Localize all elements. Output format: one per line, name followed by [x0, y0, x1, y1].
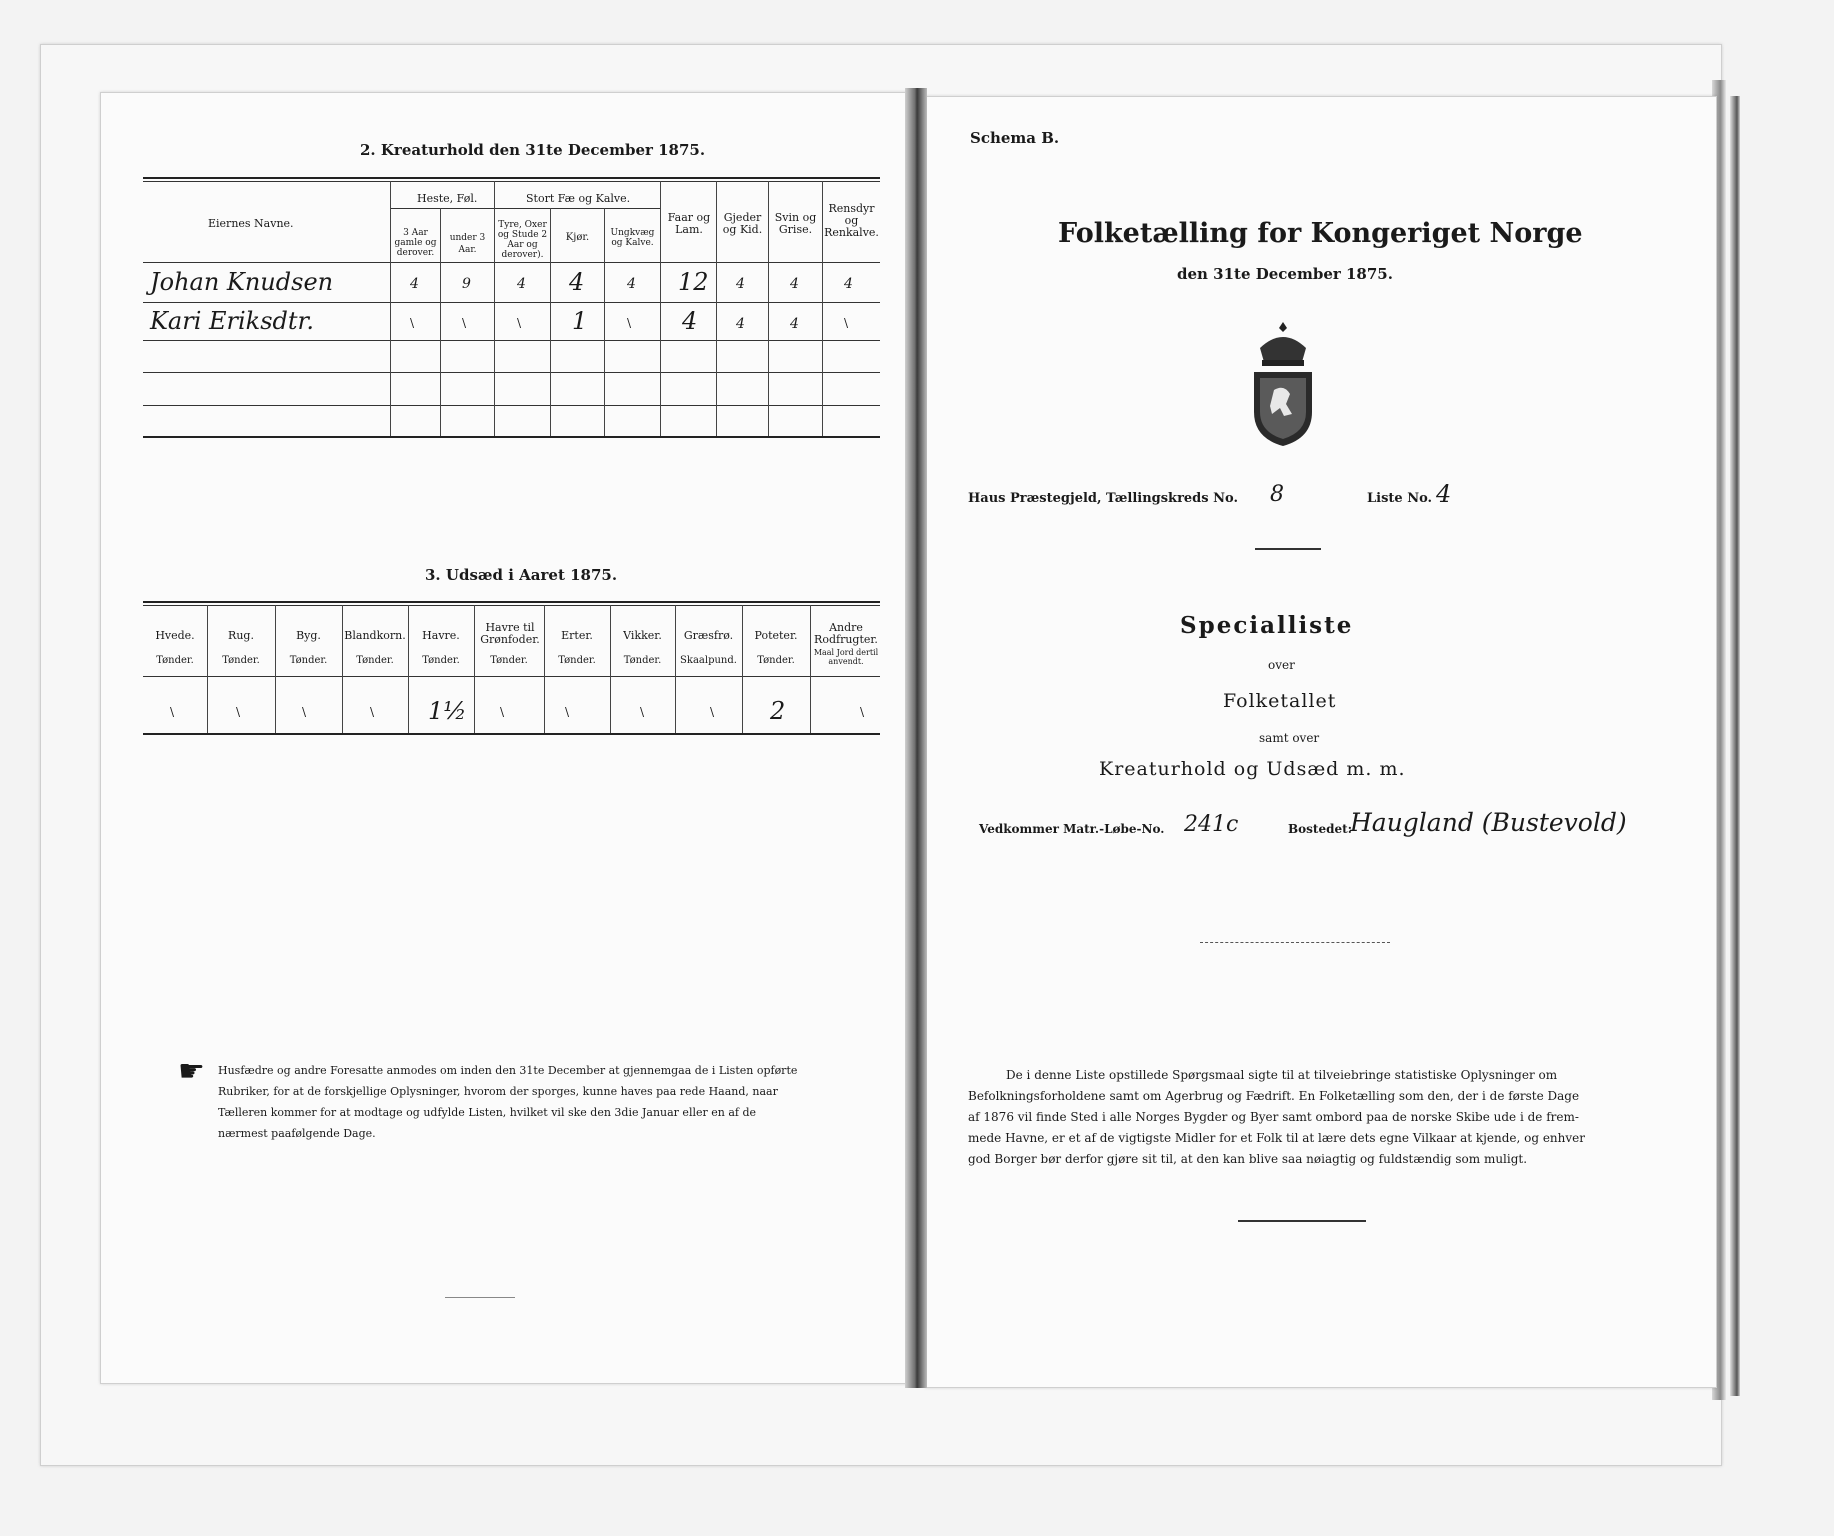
- liste-label: Liste No.: [1367, 491, 1433, 506]
- cell: \: [844, 316, 849, 330]
- owner-name: Johan Knudsen: [150, 268, 334, 296]
- cell: 4: [790, 276, 799, 292]
- info-line: god Borger bør derfor gjøre sit til, at den kan blive saa nøiagtig og fuldstændig som muligt.: [968, 1152, 1528, 1166]
- left-divider: [445, 1297, 515, 1298]
- page-edge-right-dark: [1730, 96, 1740, 1396]
- right-divider-1: [1255, 548, 1321, 550]
- notice-line: Husfædre og andre Foresatte anmodes om inden den 31te December at gjennemgaa de i Listen opførte: [218, 1064, 798, 1077]
- unit-havre: Tønder.: [422, 655, 460, 666]
- cell: \: [410, 316, 415, 330]
- census-title: Folketælling for Kongeriget Norge: [1058, 218, 1583, 249]
- liste-no: 4: [1436, 480, 1452, 508]
- col-poteter: Poteter.: [754, 629, 798, 642]
- cell: 4: [517, 276, 526, 292]
- section2-title: 2. Kreaturhold den 31te December 1875.: [360, 141, 706, 159]
- sowing-value: \: [370, 705, 375, 719]
- col-vikker: Vikker.: [623, 629, 662, 642]
- cell: \: [517, 316, 522, 330]
- col-graesfro: Græsfrø.: [683, 629, 734, 642]
- cell: 4: [736, 316, 745, 332]
- bostedet-label: Bostedet:: [1288, 822, 1353, 836]
- unit-rug: Tønder.: [222, 655, 260, 666]
- owner-name: Kari Eriksdtr.: [150, 307, 315, 335]
- sub-stort-1: Tyre, Oxer og Stude 2 Aar og derover).: [497, 220, 548, 260]
- right-divider-3: [1238, 1220, 1366, 1222]
- cell: 1: [572, 307, 588, 335]
- bostedet-value: Haugland (Bustevold): [1350, 808, 1627, 837]
- unit-hvede: Tønder.: [156, 655, 194, 666]
- schema-label: Schema B.: [970, 129, 1060, 147]
- right-page: [925, 96, 1717, 1388]
- cell: 4: [682, 307, 698, 335]
- sowing-value: \: [170, 705, 175, 719]
- info-line: mede Havne, er et af de vigtigste Midler for et Folk til at lære dets egne Vilkaar at kjende, og enhver: [968, 1131, 1586, 1145]
- col-faar: Faar og Lam.: [667, 211, 711, 236]
- book-spine: [905, 88, 927, 1388]
- matr-label: Vedkommer Matr.-Løbe-No.: [979, 822, 1165, 836]
- col-hvede: Hvede.: [155, 629, 195, 642]
- folketallet-text: Folketallet: [1223, 690, 1337, 712]
- sowing-value: \: [565, 705, 570, 719]
- unit-havre-gronfoder: Tønder.: [490, 655, 528, 666]
- info-line: af 1876 vil finde Sted i alle Norges Bygder og Byer samt ombord paa de norske Skibe ude i de frem-: [968, 1110, 1579, 1124]
- cell: 4: [627, 276, 636, 292]
- pointing-hand-icon: ☛: [178, 1054, 205, 1089]
- col-andre-rodfrugter: Andre Rodfrugter.: [814, 621, 878, 646]
- col-svin: Svin og Grise.: [774, 211, 817, 236]
- unit-poteter: Tønder.: [757, 655, 795, 666]
- cell: 9: [462, 276, 471, 292]
- sowing-value: \: [710, 705, 715, 719]
- sowing-value: \: [236, 705, 241, 719]
- sub-heste-2: under 3 Aar.: [449, 233, 486, 255]
- col-havre: Havre.: [422, 629, 460, 642]
- sowing-value: \: [500, 705, 505, 719]
- info-line: Befolkningsforholdene samt om Agerbrug og Fædrift. En Folketælling som den, der i de første Dage: [968, 1089, 1580, 1103]
- col-gjeder: Gjeder og Kid.: [722, 211, 763, 236]
- sub-stort-3: Ungkvæg og Kalve.: [610, 228, 655, 248]
- unit-graesfro: Skaalpund.: [680, 655, 737, 666]
- cell: 4: [844, 276, 853, 292]
- notice-line: nærmest paafølgende Dage.: [218, 1127, 376, 1140]
- cell: 12: [678, 268, 709, 296]
- sub-heste-1: 3 Aar gamle og derover.: [394, 228, 437, 258]
- info-line: De i denne Liste opstillede Spørgsmaal sigte til at tilveiebringe statistiske Oplysninger om: [1006, 1068, 1558, 1082]
- tellingskreds-no: 8: [1270, 482, 1284, 507]
- unit-erter: Tønder.: [558, 655, 596, 666]
- notice-line: Rubriker, for at de forskjellige Oplysninger, hvorom der sporges, kunne haves paa rede Haand, naar: [218, 1085, 778, 1098]
- sowing-value: \: [640, 705, 645, 719]
- sowing-value: \: [860, 705, 865, 719]
- unit-blandkorn: Tønder.: [356, 655, 394, 666]
- notice-line: Tælleren kommer for at modtage og udfylde Listen, hvilket vil ske den 3die Januar eller en af de: [218, 1106, 757, 1119]
- col-byg: Byg.: [296, 629, 321, 642]
- samt-over-text: samt over: [1259, 731, 1320, 745]
- sub-stort-2: Kjør.: [565, 232, 590, 243]
- sowing-value: 2: [770, 697, 786, 725]
- col-havre-gronfoder: Havre til Grønfoder.: [480, 621, 540, 646]
- specialliste-title: Specialliste: [1180, 612, 1354, 639]
- col-blandkorn: Blandkorn.: [344, 629, 406, 642]
- right-divider-2: [1200, 942, 1390, 943]
- cell: \: [627, 316, 632, 330]
- census-date: den 31te December 1875.: [1177, 265, 1393, 283]
- prestegjeld-label: Haus Præstegjeld, Tællingskreds No.: [968, 491, 1238, 506]
- col-erter: Erter.: [561, 629, 593, 642]
- norway-coat-of-arms-icon: [1248, 318, 1318, 448]
- section3-title: 3. Udsæd i Aaret 1875.: [425, 566, 618, 584]
- group-heste-header: Heste, Føl.: [417, 192, 478, 205]
- sowing-value: 1½: [428, 697, 467, 725]
- group-stort-header: Stort Fæ og Kalve.: [526, 192, 631, 205]
- col-rug: Rug.: [228, 629, 254, 642]
- cell: 4: [410, 276, 419, 292]
- unit-byg: Tønder.: [289, 655, 328, 666]
- sowing-value: \: [302, 705, 307, 719]
- unit-vikker: Tønder.: [623, 655, 662, 666]
- cell: \: [462, 316, 467, 330]
- cell: 4: [736, 276, 745, 292]
- cell: 4: [790, 316, 799, 332]
- matr-no: 241c: [1184, 812, 1239, 837]
- over-text: over: [1268, 658, 1295, 672]
- unit-andre-rodfrugter: Maal Jord dertil anvendt.: [813, 648, 879, 666]
- cell: 4: [569, 268, 585, 296]
- col-owner-header: Eiernes Navne.: [208, 217, 294, 230]
- col-rensdyr: Rensdyr og Renkalve.: [824, 202, 879, 239]
- kreaturhold-title: Kreaturhold og Udsæd m. m.: [1099, 758, 1406, 780]
